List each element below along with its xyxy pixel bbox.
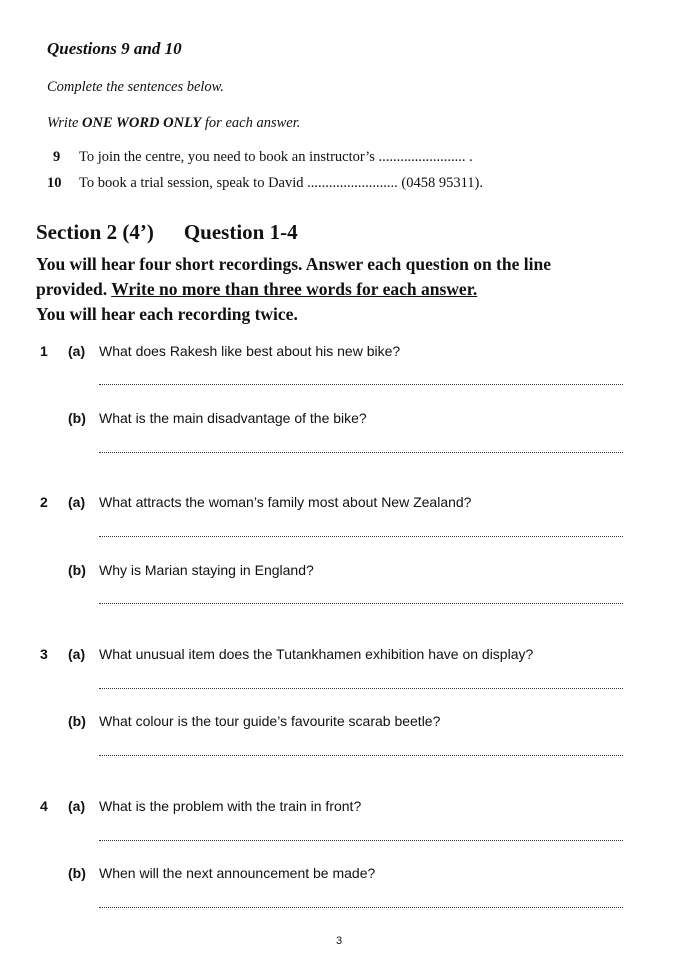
question-number: 3 [40,646,48,662]
question-range-label: Question 1-4 [183,220,298,244]
sentence-9 [47,149,473,166]
question-part-label: (a) [68,494,86,510]
answer-line-2b[interactable] [99,603,623,604]
sentence-number: 10 [47,175,62,191]
instruction-line-2-pre: provided. [36,279,112,299]
question-text: What does Rakesh like best about his new bike? [99,343,401,359]
instruction-line-2 [36,277,646,302]
question-part-label: (b) [68,410,86,426]
sentence-10 [47,175,483,192]
question-text: What is the main disadvantage of the bike? [99,410,367,426]
question-text: Why is Marian staying in England? [99,562,314,578]
section-2-title [36,220,298,245]
question-text: What is the problem with the train in front? [99,798,362,814]
instruction-word-limit-bold: ONE WORD ONLY [82,115,202,131]
instruction-line-2-underlined: Write no more than three words for each answer. [111,279,478,299]
question-part-label: (b) [68,713,86,729]
question-text: When will the next announcement be made? [99,865,376,881]
section-2-instructions [36,252,646,327]
sentence-number: 9 [53,149,61,165]
question-part-label: (a) [68,646,86,662]
instruction-line-3: You will hear each recording twice. [36,304,298,324]
instruction-word-limit-pre: Write [47,115,83,131]
answer-line-3b[interactable] [99,755,623,756]
instruction-word-limit-post: for each answer. [201,115,301,131]
answer-line-4a[interactable] [99,840,623,841]
page-number: 3 [335,935,343,947]
question-part-label: (a) [68,343,86,359]
section-title: Section 2 (4’) [36,220,154,244]
instruction-complete: Complete the sentences below. [47,79,224,95]
question-number: 2 [40,494,48,510]
answer-line-1b[interactable] [99,452,623,453]
question-number: 1 [40,343,48,359]
answer-line-1a[interactable] [99,384,623,385]
question-part-label: (a) [68,798,86,814]
questions-9-10-heading: Questions 9 and 10 [47,39,182,58]
sentence-text: To book a trial session, speak to David ......................... (0458 95311). [79,175,483,191]
question-number: 4 [40,798,48,814]
instruction-word-limit [47,115,300,132]
answer-line-2a[interactable] [99,536,623,537]
question-text: What unusual item does the Tutankhamen exhibition have on display? [99,646,534,662]
answer-line-4b[interactable] [99,907,623,908]
answer-line-3a[interactable] [99,688,623,689]
question-part-label: (b) [68,562,86,578]
instruction-line-1: You will hear four short recordings. Answer each question on the line [36,254,551,274]
question-text: What colour is the tour guide’s favourite scarab beetle? [99,713,441,729]
sentence-text: To join the centre, you need to book an instructor’s ........................ . [79,149,473,165]
question-text: What attracts the woman’s family most about New Zealand? [99,494,472,510]
question-part-label: (b) [68,865,86,881]
